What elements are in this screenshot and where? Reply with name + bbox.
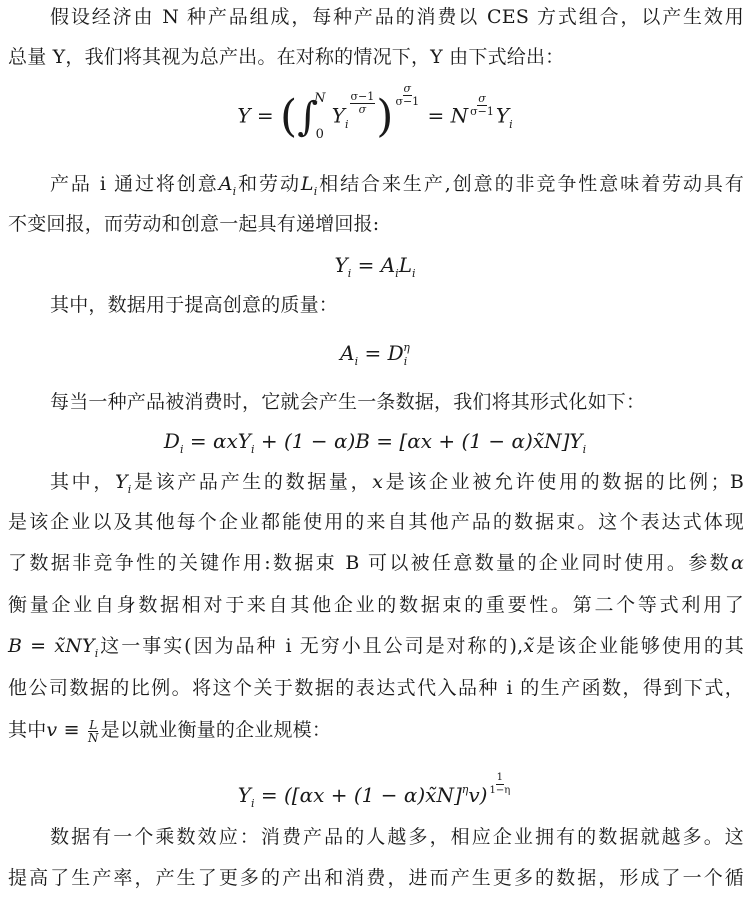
paragraph-5-line-6: 他公司数据的比例。将这个关于数据的表达式代入品种 i 的生产函数，得到下式， — [8, 677, 744, 699]
paragraph-3: 其中，数据用于提高创意的质量： — [50, 294, 339, 316]
paragraph-5-line-7: 其中v ≡ $\frac{L}{N}$ 是以就业衡量的企业规模： — [8, 717, 332, 745]
equation-output-solution: $Y_i = ([\alpha x + (1$ − α)x̃N]$^\eta$v) $\frac{1}{1-\eta}$ — [237, 772, 511, 810]
equation-ces-aggregate: Y = (∫ N 0 $Y_i$ $\frac{\sigma-1}{\sigma}$ ) $\frac{\sigma}{\sigma-1}$ = N $\frac{\sigma}{\sigma-1}$ $Y_i$ — [237, 81, 513, 142]
paragraph-2-line-2: 不变回报，而劳动和创意一起具有递增回报: — [8, 213, 380, 235]
paragraph-5-line-1: 其中，$Y_i$是该产品产生的数据量，x是该企业被允许使用的数据的比例；B — [50, 471, 744, 496]
paragraph-5-line-4: 衡量企业自身数据相对于来自其他企业的数据束的重要性。第二个等式利用了 — [8, 594, 744, 616]
equation-idea-quality: $A_i = D_i^\eta$ — [340, 341, 410, 368]
equation-data-generation: $D_i = \alpha xY_i + (1 - \alpha)B = [\alpha x + (1$ − $\alpha)x̃N]Y_i$ — [163, 429, 587, 456]
paragraph-5-line-5: $B = x̃NY_i$这一事实(因为品种 i 无穷小且公司是对称的),x̃是该企业能够使用的其 — [8, 635, 744, 660]
paragraph-2-line-1: 产品 i 通过将创意$A_i$和劳动$L_i$相结合来生产,创意的非竞争性意味着劳动具有 — [50, 173, 745, 198]
paragraph-6-line-2: 提高了生产率，产生了更多的产出和消费，进而产生更多的数据，形成了一个循 — [8, 867, 744, 889]
paragraph-6-line-1: 数据有一个乘数效应：消费产品的人越多，相应企业拥有的数据就越多。这 — [50, 826, 744, 848]
paragraph-5-line-3: 了数据非竞争性的关键作用:数据束 B 可以被任意数量的企业同时使用。参数α — [8, 552, 744, 574]
paragraph-1-line-2: 总量 Y，我们将其视为总产出。在对称的情况下，Y 由下式给出： — [8, 46, 565, 68]
paragraph-1-line-1: 假设经济由 N 种产品组成，每种产品的消费以 CES 方式组合，以产生效用 — [50, 6, 744, 28]
paragraph-5-line-2: 是该企业以及其他每个企业都能使用的来自其他产品的数据束。这个表达式体现 — [8, 511, 744, 533]
paragraph-4: 每当一种产品被消费时，它就会产生一条数据，我们将其形式化如下： — [50, 391, 646, 413]
equation-production: $Y_i = A_iL_i$ — [334, 253, 416, 280]
